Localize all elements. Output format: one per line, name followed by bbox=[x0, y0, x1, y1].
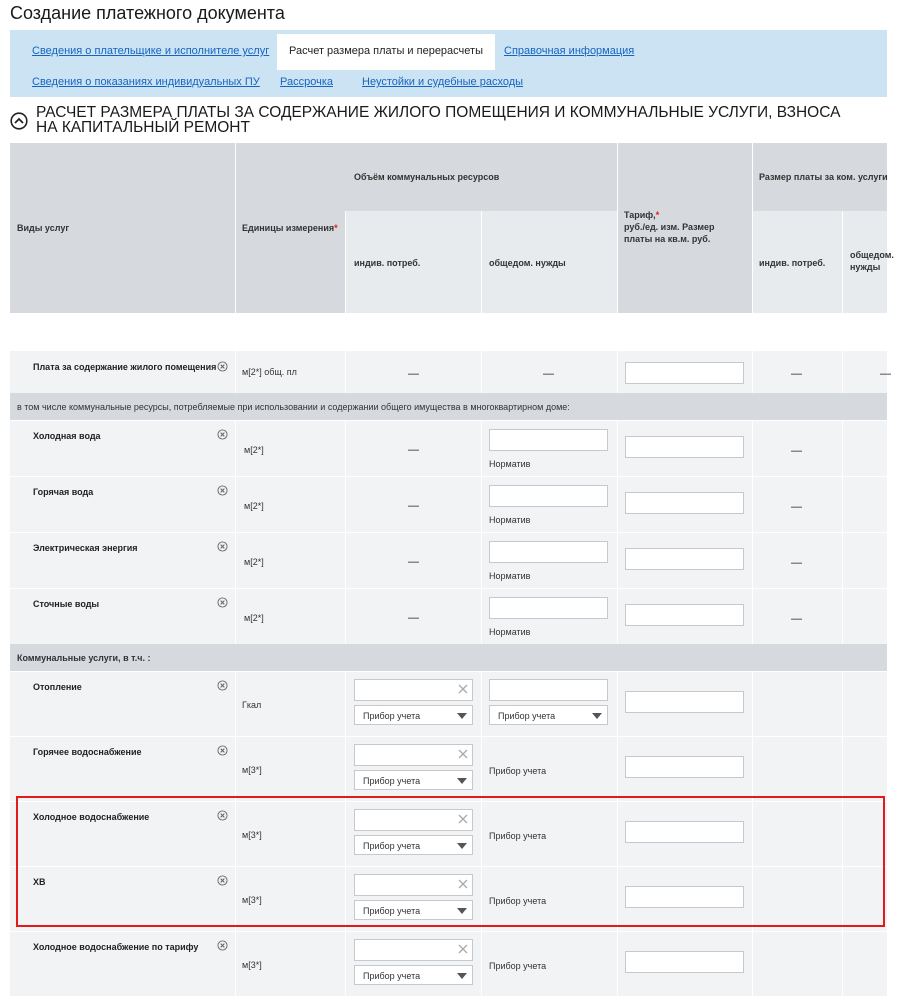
chevron-down-icon bbox=[592, 713, 602, 719]
remove-row-icon[interactable] bbox=[217, 429, 228, 440]
dash-value: — bbox=[408, 444, 419, 456]
chevron-down-icon bbox=[457, 973, 467, 979]
remove-row-icon[interactable] bbox=[217, 361, 228, 372]
meter-select[interactable]: Прибор учета bbox=[354, 965, 473, 985]
clear-icon[interactable] bbox=[457, 683, 469, 695]
row-unit: м[3*] bbox=[242, 830, 262, 840]
table-row-hot-water bbox=[10, 476, 887, 532]
remove-row-icon[interactable] bbox=[217, 745, 228, 756]
meter-select[interactable]: Прибор учета bbox=[354, 900, 473, 920]
remove-row-icon[interactable] bbox=[217, 485, 228, 496]
tariff-input[interactable] bbox=[625, 756, 744, 778]
row-unit: м[2*] bbox=[244, 557, 264, 567]
dash-value: — bbox=[791, 368, 802, 380]
header-payment: Размер платы за ком. услуги bbox=[759, 172, 888, 182]
row-label: Горячее водоснабжение bbox=[33, 747, 142, 757]
row-unit: м[3*] bbox=[242, 765, 262, 775]
table-row-cold-water bbox=[10, 420, 887, 476]
section-title: РАСЧЕТ РАЗМЕРА ПЛАТЫ ЗА СОДЕРЖАНИЕ ЖИЛОГО ПОМЕЩЕНИЯ И КОММУНАЛЬНЫЕ УСЛУГИ, ВЗНОСА НА КАПИТАЛЬНЫЙ РЕМОНТ bbox=[36, 104, 841, 136]
dash-value: — bbox=[408, 612, 419, 624]
dash-value: — bbox=[791, 613, 802, 625]
row-unit: м[2*] bbox=[244, 445, 264, 455]
dash-value: — bbox=[791, 557, 802, 569]
header-tariff: Тариф,* руб./ед. изм. Размер платы на кв.м. руб. bbox=[624, 210, 715, 244]
remove-row-icon[interactable] bbox=[217, 597, 228, 608]
common-volume-input[interactable] bbox=[489, 679, 608, 701]
meter-label: Прибор учета bbox=[489, 766, 547, 776]
row-unit: м[2*] bbox=[244, 501, 264, 511]
meter-select[interactable]: Прибор учета bbox=[354, 835, 473, 855]
meter-label: Прибор учета bbox=[489, 831, 547, 841]
row-unit: м[2*] общ. пл bbox=[242, 367, 297, 377]
norm-label: Норматив bbox=[489, 515, 531, 525]
row-label: Холодная вода bbox=[33, 431, 101, 441]
table-row-sewage bbox=[10, 588, 887, 644]
row-label: Плата за содержание жилого помещения bbox=[33, 362, 217, 372]
norm-label: Норматив bbox=[489, 459, 531, 469]
norm-label: Норматив bbox=[489, 571, 531, 581]
row-label: Отопление bbox=[33, 682, 82, 692]
group-row-utilities: Коммунальные услуги, в т.ч. : bbox=[10, 644, 887, 671]
row-label: Горячая вода bbox=[33, 487, 94, 497]
row-unit: м[3*] bbox=[242, 895, 262, 905]
indiv-volume-input[interactable] bbox=[354, 679, 473, 701]
norm-label: Норматив bbox=[489, 627, 531, 637]
table-row-maintenance bbox=[10, 350, 891, 393]
dash-value: — bbox=[880, 368, 891, 380]
dash-value: — bbox=[543, 368, 554, 380]
dash-value: — bbox=[408, 368, 419, 380]
header-common2: общедом. нужды bbox=[850, 250, 894, 272]
remove-row-icon[interactable] bbox=[217, 541, 228, 552]
header-common: общедом. нужды bbox=[489, 258, 566, 268]
tab-payment-calculation[interactable]: Расчет размера платы и перерасчеты bbox=[277, 34, 495, 70]
header-indiv2: индив. потреб. bbox=[759, 258, 826, 268]
tabs-bar bbox=[10, 30, 887, 97]
common-volume-input[interactable] bbox=[489, 429, 608, 451]
tariff-input[interactable] bbox=[625, 362, 744, 384]
row-unit: м[2*] bbox=[244, 613, 264, 623]
chevron-down-icon bbox=[457, 778, 467, 784]
meter-select[interactable]: Прибор учета bbox=[489, 705, 608, 725]
row-label: Электрическая энергия bbox=[33, 543, 138, 553]
row-unit: Гкал bbox=[242, 700, 262, 710]
table-row-cold-tariff bbox=[10, 931, 887, 996]
row-unit: м[3*] bbox=[242, 960, 262, 970]
table-row-hot-supply bbox=[10, 736, 887, 801]
meter-label: Прибор учета bbox=[489, 896, 547, 906]
table-row-heating bbox=[10, 671, 887, 736]
clear-icon[interactable] bbox=[457, 748, 469, 760]
common-volume-input[interactable] bbox=[489, 541, 608, 563]
tab-payer-info[interactable]: Сведения о плательщике и исполнителе услуг bbox=[32, 45, 270, 57]
meter-select[interactable]: Прибор учета bbox=[354, 770, 473, 790]
dash-value: — bbox=[408, 556, 419, 568]
tab-reference-info[interactable]: Справочная информация bbox=[504, 45, 635, 57]
highlight-frame bbox=[16, 796, 885, 927]
header-units: Единицы измерения* bbox=[242, 223, 338, 233]
group-row-common-property: в том числе коммунальные ресурсы, потребляемые при использовании и содержании общего имущества в многоквартирном доме: bbox=[10, 393, 887, 420]
indiv-volume-input[interactable] bbox=[354, 939, 473, 961]
tariff-input[interactable] bbox=[625, 548, 744, 570]
page-title: Создание платежного документа bbox=[10, 3, 285, 23]
dash-value: — bbox=[791, 501, 802, 513]
tab-meter-readings[interactable]: Сведения о показаниях индивидуальных ПУ bbox=[32, 76, 260, 88]
common-volume-input[interactable] bbox=[489, 597, 608, 619]
row-label: Сточные воды bbox=[33, 599, 100, 609]
header-indiv: индив. потреб. bbox=[354, 258, 421, 268]
collapse-icon[interactable] bbox=[10, 112, 28, 130]
dash-value: — bbox=[791, 445, 802, 457]
tariff-input[interactable] bbox=[625, 951, 744, 973]
common-volume-input[interactable] bbox=[489, 485, 608, 507]
header-services: Виды услуг bbox=[17, 223, 70, 233]
tariff-input[interactable] bbox=[625, 436, 744, 458]
tariff-input[interactable] bbox=[625, 691, 744, 713]
indiv-volume-input[interactable] bbox=[354, 744, 473, 766]
chevron-down-icon bbox=[457, 713, 467, 719]
tab-penalties[interactable]: Неустойки и судебные расходы bbox=[362, 76, 524, 88]
remove-row-icon[interactable] bbox=[217, 940, 228, 951]
meter-select[interactable]: Прибор учета bbox=[354, 705, 473, 725]
row-label: Холодное водоснабжение bbox=[33, 812, 150, 822]
header-volume: Объём коммунальных ресурсов bbox=[354, 172, 500, 182]
meter-label: Прибор учета bbox=[489, 961, 547, 971]
clear-icon[interactable] bbox=[457, 943, 469, 955]
row-label: Холодное водоснабжение по тарифу bbox=[33, 942, 199, 952]
remove-row-icon[interactable] bbox=[217, 680, 228, 691]
table-row-electricity bbox=[10, 532, 887, 588]
tariff-input[interactable] bbox=[625, 492, 744, 514]
tab-installment[interactable]: Рассрочка bbox=[280, 76, 333, 88]
row-label: ХВ bbox=[33, 877, 46, 887]
dash-value: — bbox=[408, 500, 419, 512]
tariff-input[interactable] bbox=[625, 604, 744, 626]
